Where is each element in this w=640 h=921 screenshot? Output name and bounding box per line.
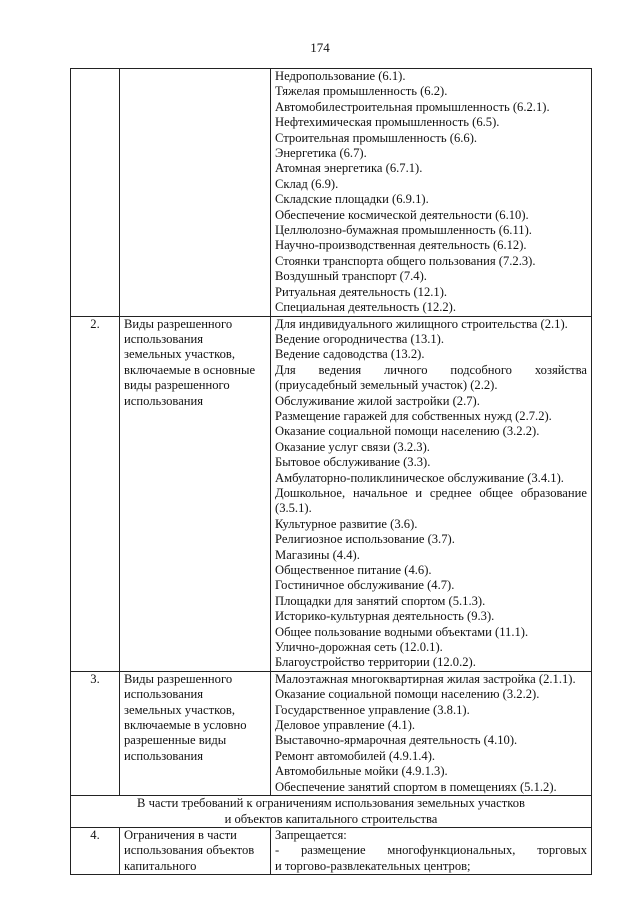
row-name-cell bbox=[120, 827, 271, 874]
list-item: Научно-производственная деятельность (6.12). bbox=[275, 238, 527, 253]
list-item: Для индивидуального жилищного строительства (2.1). bbox=[275, 316, 568, 331]
list-item-justified bbox=[275, 843, 587, 858]
list-item: Амбулаторно-поликлиническое обслуживание (3.4.1). bbox=[275, 470, 564, 485]
word: хозяйства bbox=[534, 362, 587, 377]
list-item: Недропользование (6.1). bbox=[275, 69, 406, 83]
list-item: Ремонт автомобилей (4.9.1.4). bbox=[275, 748, 436, 763]
row-name-line: Виды разрешенного bbox=[124, 671, 233, 686]
row-name-line: Виды разрешенного bbox=[124, 316, 233, 331]
row-name-line: использования bbox=[124, 748, 204, 763]
list-item: Атомная энергетика (6.7.1). bbox=[275, 161, 423, 176]
word: многофункциональных, bbox=[387, 843, 516, 858]
row-name-line: использования объектов bbox=[124, 843, 255, 858]
list-item: Выставочно-ярмарочная деятельность (4.10). bbox=[275, 733, 518, 748]
permitted-uses-cell bbox=[271, 69, 592, 317]
table-row-continuation bbox=[71, 69, 592, 317]
section-header-line: и объектов капитального строительства bbox=[224, 811, 438, 826]
section-header bbox=[71, 796, 592, 828]
list-item: Религиозное использование (3.7). bbox=[275, 532, 455, 547]
word: размещение bbox=[300, 843, 366, 858]
list-item: Государственное управление (3.8.1). bbox=[275, 702, 470, 717]
row-name-line: использования bbox=[124, 393, 204, 408]
list-item: Строительная промышленность (6.6). bbox=[275, 130, 478, 145]
word: подсобного bbox=[450, 362, 512, 377]
section-header-row bbox=[71, 796, 592, 828]
row-name-cell bbox=[120, 671, 271, 795]
list-item: Энергетика (6.7). bbox=[275, 146, 367, 161]
table-row-2 bbox=[71, 316, 592, 671]
row-name-line: земельных участков, bbox=[124, 702, 235, 717]
list-item: Гостиничное обслуживание (4.7). bbox=[275, 578, 455, 593]
row-name-line: использования bbox=[124, 687, 204, 702]
list-item: Малоэтажная многоквартирная жилая застройка (2.1.1). bbox=[275, 671, 576, 686]
row-name-line: разрешенные виды bbox=[124, 733, 227, 748]
list-item: Общее пользование водными объектами (11.1). bbox=[275, 624, 529, 639]
list-item: Обслуживание жилой застройки (2.7). bbox=[275, 393, 480, 408]
list-item: Обеспечение занятий спортом в помещениях (5.1.2). bbox=[275, 779, 557, 794]
table-row-4 bbox=[71, 827, 592, 874]
list-item: Воздушный транспорт (7.4). bbox=[275, 269, 427, 284]
list-item: Специальная деятельность (12.2). bbox=[275, 300, 457, 315]
row-name-cell bbox=[120, 316, 271, 671]
list-item: Стоянки транспорта общего пользования (7.2.3). bbox=[275, 253, 536, 268]
word: Для bbox=[275, 362, 296, 377]
list-item: и торгово-развлекательных центров; bbox=[275, 858, 471, 873]
list-item: Оказание услуг связи (3.2.3). bbox=[275, 439, 430, 454]
list-item: Благоустройство территории (12.0.2). bbox=[275, 655, 476, 670]
list-item: Тяжелая промышленность (6.2). bbox=[275, 84, 448, 99]
list-item: Автомобильные мойки (4.9.1.3). bbox=[275, 764, 448, 779]
row-name-line: виды разрешенного bbox=[124, 378, 230, 393]
row-number-cell: 2. bbox=[71, 316, 120, 671]
list-item-justified bbox=[275, 486, 587, 501]
row-name-line: использования bbox=[124, 331, 204, 346]
list-item: Склад (6.9). bbox=[275, 176, 339, 191]
row-name-line: земельных участков, bbox=[124, 347, 235, 362]
row-name-line: капитального bbox=[124, 858, 197, 873]
list-item: Ритуальная деятельность (12.1). bbox=[275, 284, 448, 299]
word: и bbox=[415, 485, 423, 500]
row-number-cell bbox=[71, 69, 120, 317]
list-item: Магазины (4.4). bbox=[275, 547, 360, 562]
list-item: Складские площадки (6.9.1). bbox=[275, 192, 429, 207]
word: начальное bbox=[352, 485, 408, 500]
word: личного bbox=[384, 362, 428, 377]
row-name-cell bbox=[120, 69, 271, 317]
row-name-line: включаемые в основные bbox=[124, 362, 256, 377]
list-item-justified bbox=[275, 363, 587, 378]
list-item: Ведение садоводства (13.2). bbox=[275, 347, 425, 362]
permitted-uses-cell bbox=[271, 316, 592, 671]
word: ведения bbox=[318, 362, 362, 377]
row-number-cell: 3. bbox=[71, 671, 120, 795]
list-item: Целлюлозно-бумажная промышленность (6.11). bbox=[275, 223, 532, 238]
list-item: Обеспечение космической деятельности (6.10). bbox=[275, 207, 529, 222]
word: торговых bbox=[537, 843, 587, 858]
word: среднее bbox=[429, 485, 472, 500]
list-item: Оказание социальной помощи населению (3.2.2). bbox=[275, 687, 540, 702]
list-item: Ведение огородничества (13.1). bbox=[275, 331, 445, 346]
list-item: Запрещается: bbox=[275, 827, 347, 842]
list-item: Улично-дорожная сеть (12.0.1). bbox=[275, 640, 443, 655]
conditional-uses-cell bbox=[271, 671, 592, 795]
list-item: Размещение гаражей для собственных нужд (2.7.2). bbox=[275, 408, 552, 423]
list-item: Автомобилестроительная промышленность (6.2.1). bbox=[275, 99, 550, 114]
restrictions-cell bbox=[271, 827, 592, 874]
word: образование bbox=[520, 485, 587, 500]
word: Дошкольное, bbox=[275, 485, 346, 500]
list-item: (приусадебный земельный участок) (2.2). bbox=[275, 378, 498, 393]
table-row-3 bbox=[71, 671, 592, 795]
list-item: Историко-культурная деятельность (9.3). bbox=[275, 609, 495, 624]
list-item: Нефтехимическая промышленность (6.5). bbox=[275, 115, 500, 130]
list-item: Общественное питание (4.6). bbox=[275, 563, 432, 577]
list-item: Культурное развитие (3.6). bbox=[275, 516, 418, 531]
list-item: Деловое управление (4.1). bbox=[275, 718, 416, 733]
row-number-cell: 4. bbox=[71, 827, 120, 874]
word: общее bbox=[479, 485, 513, 500]
word: - bbox=[275, 843, 280, 858]
list-item: Площадки для занятий спортом (5.1.3). bbox=[275, 593, 486, 608]
list-item: Бытовое обслуживание (3.3). bbox=[275, 455, 431, 470]
row-name-line: Ограничения в части bbox=[124, 827, 237, 842]
list-item: Оказание социальной помощи населению (3.2.2). bbox=[275, 424, 540, 439]
page-number: 174 bbox=[310, 40, 330, 55]
regulations-table bbox=[70, 68, 592, 875]
section-header-line: В части требований к ограничениям использования земельных участков bbox=[137, 796, 525, 811]
list-item: (3.5.1). bbox=[275, 501, 312, 516]
row-name-line: включаемые в условно bbox=[124, 718, 247, 733]
